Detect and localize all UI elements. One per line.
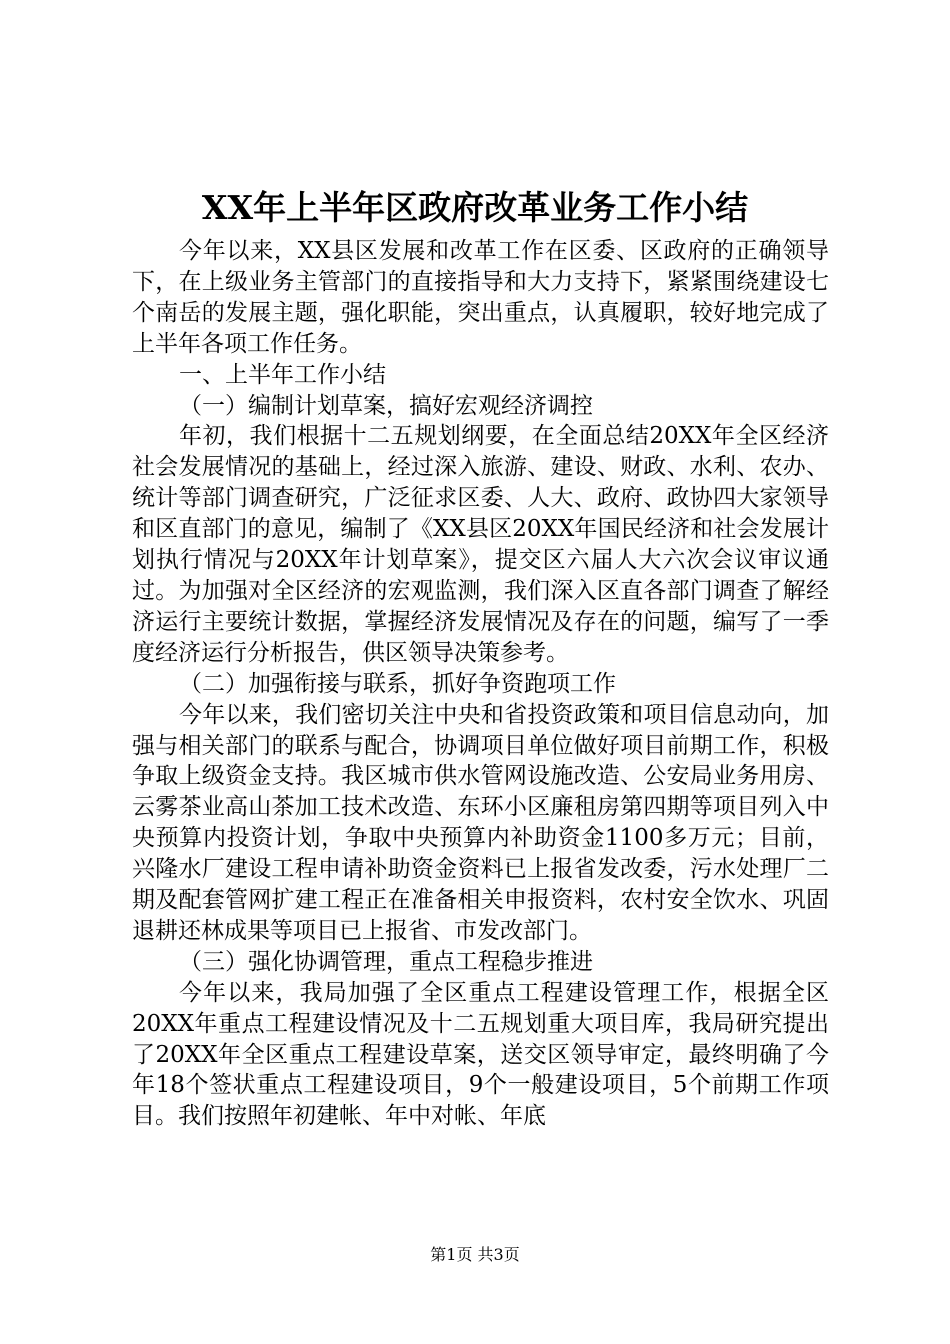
subsection-heading-3: （三）强化协调管理，重点工程稳步推进 — [179, 948, 593, 975]
document-title: XX年上半年区政府改革业务工作小结 — [201, 188, 749, 227]
page-footer: 第1页 共3页 — [430, 1245, 520, 1264]
section-heading-1: 一、上半年工作小结 — [179, 361, 386, 388]
document-body — [132, 236, 829, 1132]
subsection-body-3: 今年以来，我局加强了全区重点工程建设管理工作，根据全区20XX年重点工程建设情况及十二五规划重大项目库，我局研究提出了20XX年全区重点工程建设草案，送交区领导审定，最终明确了今年18个签状重点工程建设项目，9个一般建设项目，5个前期工作项目。我们按照年初建帐、年中对帐、年底 — [132, 979, 829, 1130]
intro-paragraph: 今年以来，XX县区发展和改革工作在区委、区政府的正确领导下，在上级业务主管部门的直接指导和大力支持下，紧紧围绕建设七个南岳的发展主题，强化职能，突出重点，认真履职，较好地完成了上半年各项工作任务。 — [132, 238, 829, 357]
subsection-heading-1: （一）编制计划草案，搞好宏观经济调控 — [179, 392, 593, 419]
subsection-body-2: 今年以来，我们密切关注中央和省投资政策和项目信息动向，加强与相关部门的联系与配合，协调项目单位做好项目前期工作，积极争取上级资金支持。我区城市供水管网设施改造、公安局业务用房、云雾茶业高山茶加工技术改造、东环小区廉租房第四期等项目列入中央预算内投资计划，争取中央预算内补助资金1100多万元；目前，兴隆水厂建设工程申请补助资金资料已上报省发改委，污水处理厂二期及配套管网扩建工程正在准备相关申报资料，农村安全饮水、巩固退耕还林成果等项目已上报省、市发改部门。 — [132, 701, 829, 944]
subsection-heading-2: （二）加强衔接与联系，抓好争资跑项工作 — [179, 670, 616, 697]
subsection-body-1: 年初，我们根据十二五规划纲要，在全面总结20XX年全区经济社会发展情况的基础上，经过深入旅游、建设、财政、水利、农办、统计等部门调查研究，广泛征求区委、人大、政府、政协四大家领导和区直部门的意见，编制了《XX县区20XX年国民经济和社会发展计划执行情况与20XX年计划草案》，提交区六届人大六次会议审议通过。为加强对全区经济的宏观监测，我们深入区直各部门调查了解经济运行主要统计数据，掌握经济发展情况及存在的问题，编写了一季度经济运行分析报告，供区领导决策参考。 — [132, 423, 829, 666]
